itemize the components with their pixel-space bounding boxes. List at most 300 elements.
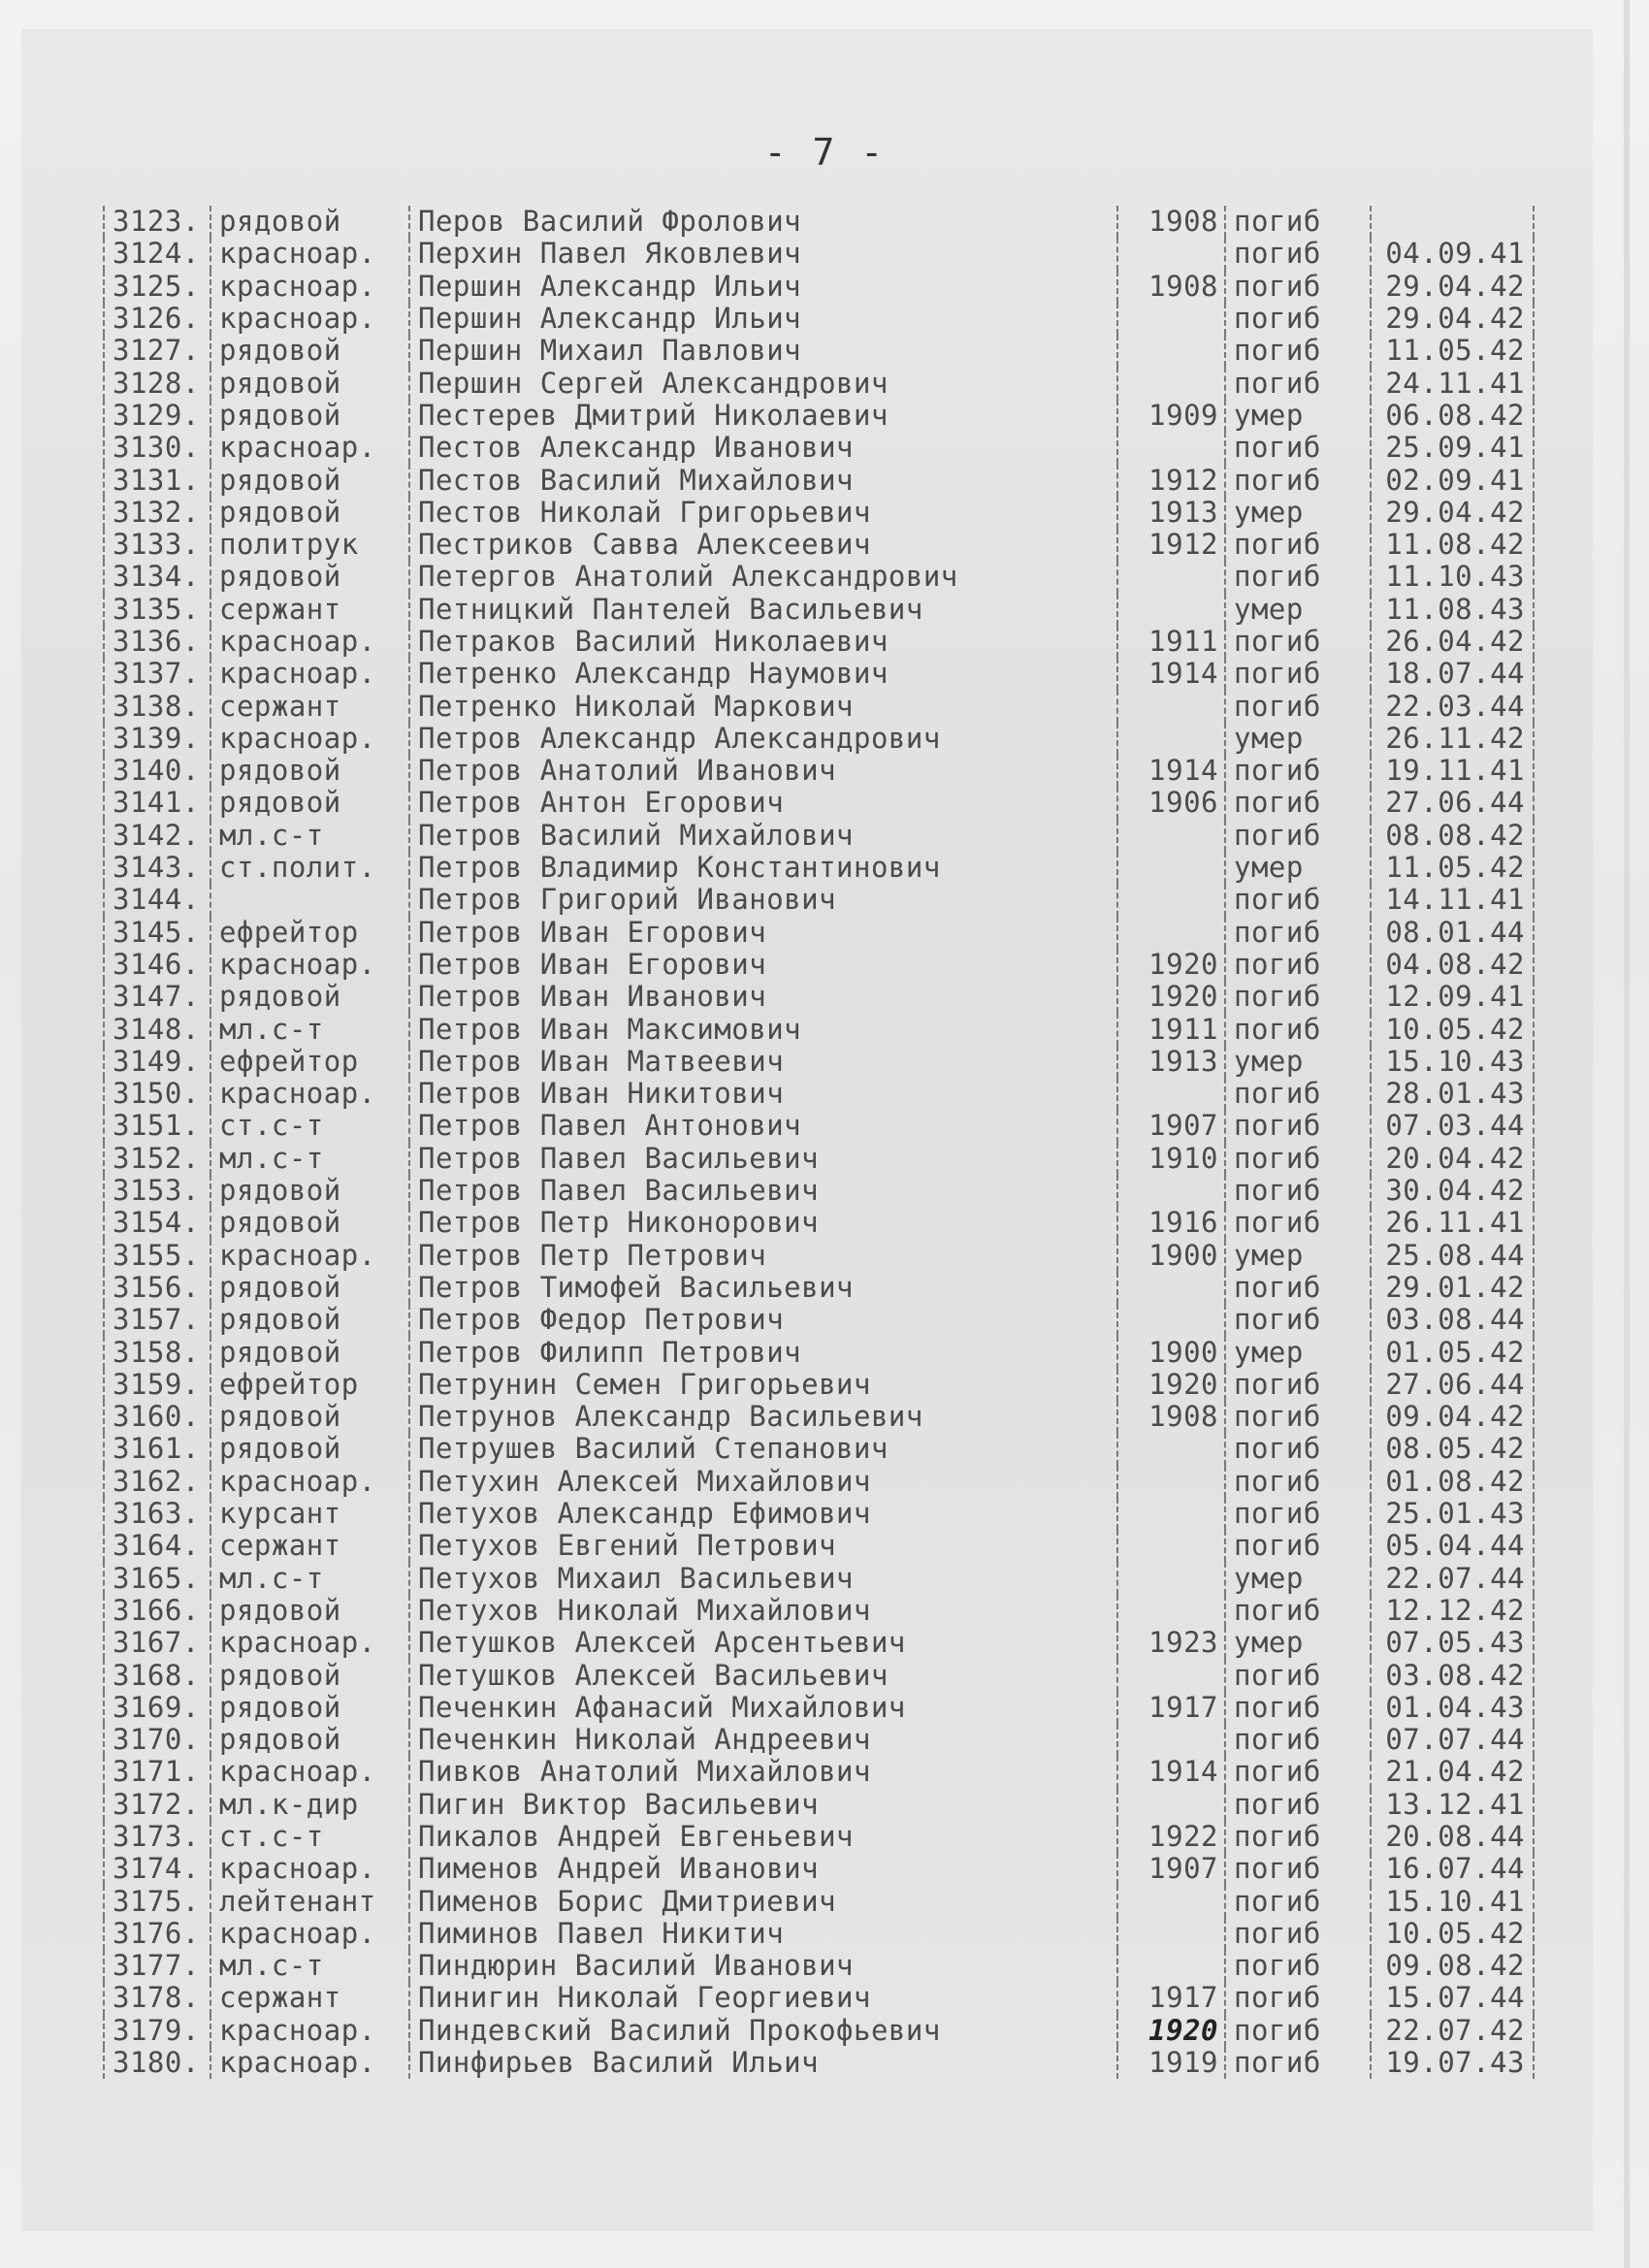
birth-year: 1919 bbox=[1117, 2047, 1225, 2079]
full-name: Петрунин Семен Григорьевич bbox=[409, 1369, 1117, 1401]
fate-status: погиб bbox=[1225, 1789, 1371, 1821]
record-number: 3166. bbox=[104, 1595, 210, 1627]
record-number: 3155. bbox=[104, 1240, 210, 1272]
death-date: 11.10.43 bbox=[1371, 561, 1534, 593]
birth-year: 1913 bbox=[1117, 1046, 1225, 1078]
military-rank: рядовой bbox=[210, 335, 409, 367]
full-name: Петухов Евгений Петрович bbox=[409, 1530, 1117, 1562]
death-date: 27.06.44 bbox=[1371, 787, 1534, 819]
birth-year bbox=[1117, 1175, 1225, 1207]
full-name: Пивков Анатолий Михайлович bbox=[409, 1756, 1117, 1788]
record-number: 3159. bbox=[104, 1369, 210, 1401]
birth-year bbox=[1117, 723, 1225, 755]
death-date: 14.11.41 bbox=[1371, 884, 1534, 916]
death-date: 24.11.41 bbox=[1371, 367, 1534, 399]
record-number: 3129. bbox=[104, 400, 210, 432]
record-number: 3124. bbox=[104, 238, 210, 270]
full-name: Петров Антон Егорович bbox=[409, 787, 1117, 819]
full-name: Печенкин Николай Андреевич bbox=[409, 1724, 1117, 1756]
full-name: Петров Филипп Петрович bbox=[409, 1336, 1117, 1368]
full-name: Пестов Василий Михайлович bbox=[409, 464, 1117, 496]
page-number: - 7 - bbox=[763, 131, 886, 174]
death-date: 07.03.44 bbox=[1371, 1110, 1534, 1142]
fate-status: погиб bbox=[1225, 1821, 1371, 1853]
military-rank: рядовой bbox=[210, 1433, 409, 1465]
military-rank: рядовой bbox=[210, 497, 409, 529]
record-number: 3174. bbox=[104, 1853, 210, 1885]
record-number: 3139. bbox=[104, 723, 210, 755]
full-name: Петров Павел Васильевич bbox=[409, 1175, 1117, 1207]
fate-status: погиб bbox=[1225, 464, 1371, 496]
death-date: 16.07.44 bbox=[1371, 1853, 1534, 1885]
birth-year bbox=[1117, 690, 1225, 722]
table-row bbox=[104, 1175, 1534, 1207]
record-number: 3167. bbox=[104, 1627, 210, 1659]
military-rank: рядовой bbox=[210, 367, 409, 399]
table-row bbox=[104, 1950, 1534, 1982]
fate-status: погиб bbox=[1225, 1692, 1371, 1724]
birth-year: 1914 bbox=[1117, 755, 1225, 787]
full-name: Перхин Павел Яковлевич bbox=[409, 238, 1117, 270]
birth-year bbox=[1117, 561, 1225, 593]
military-rank: рядовой bbox=[210, 755, 409, 787]
military-rank: мл.к-дир bbox=[210, 1789, 409, 1821]
full-name: Петров Григорий Иванович bbox=[409, 884, 1117, 916]
military-rank: красноар. bbox=[210, 723, 409, 755]
death-date: 04.08.42 bbox=[1371, 949, 1534, 981]
record-number: 3178. bbox=[104, 1982, 210, 2014]
birth-year bbox=[1117, 1659, 1225, 1691]
military-rank: рядовой bbox=[210, 464, 409, 496]
fate-status: погиб bbox=[1225, 1466, 1371, 1498]
death-date: 02.09.41 bbox=[1371, 464, 1534, 496]
table-row bbox=[104, 1530, 1534, 1562]
death-date: 09.04.42 bbox=[1371, 1401, 1534, 1433]
death-date: 08.01.44 bbox=[1371, 917, 1534, 949]
death-date: 22.07.44 bbox=[1371, 1562, 1534, 1594]
full-name: Пинигин Николай Георгиевич bbox=[409, 1982, 1117, 2014]
fate-status: погиб bbox=[1225, 1853, 1371, 1885]
full-name: Петров Василий Михайлович bbox=[409, 820, 1117, 852]
fate-status: погиб bbox=[1225, 432, 1371, 464]
military-rank: рядовой bbox=[210, 1401, 409, 1433]
fate-status: погиб bbox=[1225, 335, 1371, 367]
military-rank: красноар. bbox=[210, 2047, 409, 2079]
fate-status: умер bbox=[1225, 1240, 1371, 1272]
table-row bbox=[104, 690, 1534, 722]
full-name: Пестриков Савва Алексеевич bbox=[409, 529, 1117, 561]
birth-year bbox=[1117, 1272, 1225, 1304]
death-date: 06.08.42 bbox=[1371, 400, 1534, 432]
table-row bbox=[104, 1692, 1534, 1724]
military-rank: рядовой bbox=[210, 561, 409, 593]
military-rank: мл.с-т bbox=[210, 1562, 409, 1594]
birth-year bbox=[1117, 1918, 1225, 1950]
table-row bbox=[104, 787, 1534, 819]
fate-status: погиб bbox=[1225, 2047, 1371, 2079]
birth-year bbox=[1117, 884, 1225, 916]
table-row bbox=[104, 1143, 1534, 1175]
table-row bbox=[104, 432, 1534, 464]
death-date: 12.12.42 bbox=[1371, 1595, 1534, 1627]
fate-status: погиб bbox=[1225, 1078, 1371, 1110]
death-date: 07.07.44 bbox=[1371, 1724, 1534, 1756]
fate-status: погиб bbox=[1225, 1659, 1371, 1691]
military-rank: рядовой bbox=[210, 206, 409, 238]
birth-year: 1920 bbox=[1117, 981, 1225, 1013]
record-number: 3150. bbox=[104, 1078, 210, 1110]
birth-year: 1910 bbox=[1117, 1143, 1225, 1175]
military-rank: рядовой bbox=[210, 1659, 409, 1691]
record-number: 3169. bbox=[104, 1692, 210, 1724]
birth-year: 1900 bbox=[1117, 1336, 1225, 1368]
table-row bbox=[104, 1659, 1534, 1691]
military-rank: красноар. bbox=[210, 1078, 409, 1110]
military-rank: курсант bbox=[210, 1498, 409, 1530]
military-rank: рядовой bbox=[210, 981, 409, 1013]
full-name: Пиминов Павел Никитич bbox=[409, 1918, 1117, 1950]
military-rank: политрук bbox=[210, 529, 409, 561]
record-number: 3133. bbox=[104, 529, 210, 561]
record-number: 3156. bbox=[104, 1272, 210, 1304]
record-number: 3130. bbox=[104, 432, 210, 464]
military-rank: сержант bbox=[210, 1982, 409, 2014]
birth-year bbox=[1117, 1498, 1225, 1530]
record-number: 3162. bbox=[104, 1466, 210, 1498]
death-date: 01.08.42 bbox=[1371, 1466, 1534, 1498]
birth-year: 1920 bbox=[1117, 949, 1225, 981]
birth-year: 1911 bbox=[1117, 626, 1225, 658]
military-rank: рядовой bbox=[210, 1692, 409, 1724]
military-rank: красноар. bbox=[210, 303, 409, 335]
full-name: Петницкий Пантелей Васильевич bbox=[409, 594, 1117, 626]
death-date: 15.10.41 bbox=[1371, 1885, 1534, 1917]
table-row bbox=[104, 400, 1534, 432]
death-date: 01.04.43 bbox=[1371, 1692, 1534, 1724]
full-name: Петушков Алексей Васильевич bbox=[409, 1659, 1117, 1691]
table-row bbox=[104, 626, 1534, 658]
table-row bbox=[104, 303, 1534, 335]
military-rank: красноар. bbox=[210, 626, 409, 658]
record-number: 3177. bbox=[104, 1950, 210, 1982]
full-name: Петров Павел Антонович bbox=[409, 1110, 1117, 1142]
birth-year bbox=[1117, 1885, 1225, 1917]
birth-year: 1914 bbox=[1117, 658, 1225, 690]
military-rank: рядовой bbox=[210, 1272, 409, 1304]
fate-status: погиб bbox=[1225, 1401, 1371, 1433]
record-number: 3165. bbox=[104, 1562, 210, 1594]
military-rank: рядовой bbox=[210, 1595, 409, 1627]
birth-year: 1920 bbox=[1117, 1369, 1225, 1401]
military-rank: рядовой bbox=[210, 1175, 409, 1207]
military-rank: ефрейтор bbox=[210, 917, 409, 949]
birth-year bbox=[1117, 820, 1225, 852]
military-rank: красноар. bbox=[210, 1466, 409, 1498]
military-rank: сержант bbox=[210, 594, 409, 626]
table-row bbox=[104, 1466, 1534, 1498]
full-name: Петрушев Василий Степанович bbox=[409, 1433, 1117, 1465]
full-name: Петров Павел Васильевич bbox=[409, 1143, 1117, 1175]
record-number: 3131. bbox=[104, 464, 210, 496]
death-date: 26.04.42 bbox=[1371, 626, 1534, 658]
full-name: Петров Иван Егорович bbox=[409, 949, 1117, 981]
table-row bbox=[104, 1304, 1534, 1336]
full-name: Петров Иван Никитович bbox=[409, 1078, 1117, 1110]
table-row bbox=[104, 723, 1534, 755]
birth-year bbox=[1117, 1789, 1225, 1821]
table-row bbox=[104, 1562, 1534, 1594]
full-name: Пиндюрин Василий Иванович bbox=[409, 1950, 1117, 1982]
death-date: 08.08.42 bbox=[1371, 820, 1534, 852]
full-name: Петров Александр Александрович bbox=[409, 723, 1117, 755]
full-name: Першин Александр Ильич bbox=[409, 271, 1117, 303]
record-number: 3137. bbox=[104, 658, 210, 690]
military-rank: лейтенант bbox=[210, 1885, 409, 1917]
military-rank: красноар. bbox=[210, 1240, 409, 1272]
full-name: Першин Сергей Александрович bbox=[409, 367, 1117, 399]
full-name: Петренко Николай Маркович bbox=[409, 690, 1117, 722]
birth-year: 1907 bbox=[1117, 1110, 1225, 1142]
casualty-register-table bbox=[103, 206, 1535, 2079]
table-row bbox=[104, 1627, 1534, 1659]
full-name: Петров Анатолий Иванович bbox=[409, 755, 1117, 787]
fate-status: погиб bbox=[1225, 1724, 1371, 1756]
death-date: 29.04.42 bbox=[1371, 271, 1534, 303]
military-rank: красноар. bbox=[210, 658, 409, 690]
record-number: 3140. bbox=[104, 755, 210, 787]
birth-year: 1912 bbox=[1117, 529, 1225, 561]
fate-status: погиб bbox=[1225, 981, 1371, 1013]
military-rank: красноар. bbox=[210, 1853, 409, 1885]
record-number: 3148. bbox=[104, 1013, 210, 1045]
fate-status: умер bbox=[1225, 723, 1371, 755]
fate-status: погиб bbox=[1225, 1143, 1371, 1175]
fate-status: умер bbox=[1225, 852, 1371, 884]
military-rank: сержант bbox=[210, 1530, 409, 1562]
full-name: Петров Иван Иванович bbox=[409, 981, 1117, 1013]
record-number: 3153. bbox=[104, 1175, 210, 1207]
fate-status: умер bbox=[1225, 1562, 1371, 1594]
table-row bbox=[104, 367, 1534, 399]
death-date: 05.04.44 bbox=[1371, 1530, 1534, 1562]
table-row bbox=[104, 1272, 1534, 1304]
record-number: 3147. bbox=[104, 981, 210, 1013]
record-number: 3135. bbox=[104, 594, 210, 626]
full-name: Пигин Виктор Васильевич bbox=[409, 1789, 1117, 1821]
register-rows bbox=[104, 206, 1534, 2079]
birth-year: 1900 bbox=[1117, 1240, 1225, 1272]
birth-year bbox=[1117, 594, 1225, 626]
birth-year bbox=[1117, 238, 1225, 270]
death-date: 11.08.42 bbox=[1371, 529, 1534, 561]
birth-year: 1912 bbox=[1117, 464, 1225, 496]
fate-status: погиб bbox=[1225, 820, 1371, 852]
death-date: 11.05.42 bbox=[1371, 852, 1534, 884]
fate-status: погиб bbox=[1225, 1110, 1371, 1142]
birth-year: 1908 bbox=[1117, 1401, 1225, 1433]
military-rank: рядовой bbox=[210, 1207, 409, 1239]
death-date: 29.01.42 bbox=[1371, 1272, 1534, 1304]
death-date: 20.04.42 bbox=[1371, 1143, 1534, 1175]
death-date: 25.01.43 bbox=[1371, 1498, 1534, 1530]
death-date: 01.05.42 bbox=[1371, 1336, 1534, 1368]
fate-status: умер bbox=[1225, 1627, 1371, 1659]
birth-year: 1906 bbox=[1117, 787, 1225, 819]
birth-year bbox=[1117, 917, 1225, 949]
record-number: 3138. bbox=[104, 690, 210, 722]
table-row bbox=[104, 949, 1534, 981]
record-number: 3149. bbox=[104, 1046, 210, 1078]
table-row bbox=[104, 1369, 1534, 1401]
scan-edge bbox=[1624, 0, 1630, 2268]
military-rank: мл.с-т bbox=[210, 1950, 409, 1982]
death-date: 11.05.42 bbox=[1371, 335, 1534, 367]
table-row bbox=[104, 981, 1534, 1013]
military-rank: ст.с-т bbox=[210, 1110, 409, 1142]
military-rank: красноар. bbox=[210, 2015, 409, 2047]
death-date: 04.09.41 bbox=[1371, 238, 1534, 270]
military-rank: красноар. bbox=[210, 271, 409, 303]
full-name: Петухин Алексей Михайлович bbox=[409, 1466, 1117, 1498]
birth-year bbox=[1117, 1595, 1225, 1627]
death-date: 19.11.41 bbox=[1371, 755, 1534, 787]
fate-status: погиб bbox=[1225, 1433, 1371, 1465]
full-name: Петренко Александр Наумович bbox=[409, 658, 1117, 690]
table-row bbox=[104, 658, 1534, 690]
fate-status: погиб bbox=[1225, 690, 1371, 722]
record-number: 3132. bbox=[104, 497, 210, 529]
military-rank: сержант bbox=[210, 690, 409, 722]
record-number: 3176. bbox=[104, 1918, 210, 1950]
fate-status: погиб bbox=[1225, 271, 1371, 303]
death-date: 22.07.42 bbox=[1371, 2015, 1534, 2047]
military-rank: рядовой bbox=[210, 1336, 409, 1368]
military-rank: ст.полит. bbox=[210, 852, 409, 884]
military-rank: рядовой bbox=[210, 1304, 409, 1336]
record-number: 3173. bbox=[104, 1821, 210, 1853]
fate-status: погиб bbox=[1225, 1207, 1371, 1239]
full-name: Петухов Николай Михайлович bbox=[409, 1595, 1117, 1627]
death-date: 30.04.42 bbox=[1371, 1175, 1534, 1207]
birth-year: 1908 bbox=[1117, 206, 1225, 238]
military-rank: красноар. bbox=[210, 1918, 409, 1950]
military-rank: красноар. bbox=[210, 238, 409, 270]
birth-year: 1914 bbox=[1117, 1756, 1225, 1788]
record-number: 3126. bbox=[104, 303, 210, 335]
fate-status: погиб bbox=[1225, 1756, 1371, 1788]
fate-status: погиб bbox=[1225, 1013, 1371, 1045]
fate-status: погиб bbox=[1225, 755, 1371, 787]
fate-status: умер bbox=[1225, 594, 1371, 626]
table-row bbox=[104, 1336, 1534, 1368]
fate-status: погиб bbox=[1225, 1595, 1371, 1627]
table-row bbox=[104, 1110, 1534, 1142]
fate-status: погиб bbox=[1225, 1369, 1371, 1401]
table-row bbox=[104, 238, 1534, 270]
death-date: 11.08.43 bbox=[1371, 594, 1534, 626]
record-number: 3170. bbox=[104, 1724, 210, 1756]
record-number: 3168. bbox=[104, 1659, 210, 1691]
birth-year bbox=[1117, 1724, 1225, 1756]
death-date: 08.05.42 bbox=[1371, 1433, 1534, 1465]
full-name: Петрунов Александр Васильевич bbox=[409, 1401, 1117, 1433]
birth-year bbox=[1117, 1304, 1225, 1336]
birth-year: 1909 bbox=[1117, 400, 1225, 432]
birth-year: 1922 bbox=[1117, 1821, 1225, 1853]
military-rank: ефрейтор bbox=[210, 1369, 409, 1401]
birth-year bbox=[1117, 1562, 1225, 1594]
death-date: 28.01.43 bbox=[1371, 1078, 1534, 1110]
fate-status: погиб bbox=[1225, 206, 1371, 238]
death-date: 22.03.44 bbox=[1371, 690, 1534, 722]
full-name: Петров Иван Максимович bbox=[409, 1013, 1117, 1045]
death-date: 19.07.43 bbox=[1371, 2047, 1534, 2079]
full-name: Першин Александр Ильич bbox=[409, 303, 1117, 335]
full-name: Петров Владимир Константинович bbox=[409, 852, 1117, 884]
record-number: 3163. bbox=[104, 1498, 210, 1530]
record-number: 3127. bbox=[104, 335, 210, 367]
table-row bbox=[104, 1885, 1534, 1917]
fate-status: погиб bbox=[1225, 1982, 1371, 2014]
full-name: Печенкин Афанасий Михайлович bbox=[409, 1692, 1117, 1724]
full-name: Петров Иван Матвеевич bbox=[409, 1046, 1117, 1078]
military-rank: красноар. bbox=[210, 432, 409, 464]
military-rank bbox=[210, 884, 409, 916]
death-date: 29.04.42 bbox=[1371, 497, 1534, 529]
full-name: Пименов Андрей Иванович bbox=[409, 1853, 1117, 1885]
table-row bbox=[104, 1595, 1534, 1627]
full-name: Петергов Анатолий Александрович bbox=[409, 561, 1117, 593]
full-name: Петухов Михаил Васильевич bbox=[409, 1562, 1117, 1594]
birth-year bbox=[1117, 852, 1225, 884]
table-row bbox=[104, 594, 1534, 626]
record-number: 3172. bbox=[104, 1789, 210, 1821]
record-number: 3160. bbox=[104, 1401, 210, 1433]
fate-status: погиб bbox=[1225, 529, 1371, 561]
record-number: 3144. bbox=[104, 884, 210, 916]
record-number: 3164. bbox=[104, 1530, 210, 1562]
military-rank: рядовой bbox=[210, 787, 409, 819]
fate-status: погиб bbox=[1225, 787, 1371, 819]
death-date: 26.11.41 bbox=[1371, 1207, 1534, 1239]
record-number: 3146. bbox=[104, 949, 210, 981]
table-row bbox=[104, 1401, 1534, 1433]
full-name: Петушков Алексей Арсентьевич bbox=[409, 1627, 1117, 1659]
full-name: Петров Тимофей Васильевич bbox=[409, 1272, 1117, 1304]
full-name: Петухов Александр Ефимович bbox=[409, 1498, 1117, 1530]
military-rank: красноар. bbox=[210, 1756, 409, 1788]
death-date bbox=[1371, 206, 1534, 238]
death-date: 29.04.42 bbox=[1371, 303, 1534, 335]
birth-year: 1907 bbox=[1117, 1853, 1225, 1885]
full-name: Перов Василий Фролович bbox=[409, 206, 1117, 238]
table-row bbox=[104, 1789, 1534, 1821]
record-number: 3152. bbox=[104, 1143, 210, 1175]
death-date: 12.09.41 bbox=[1371, 981, 1534, 1013]
birth-year: 1916 bbox=[1117, 1207, 1225, 1239]
table-row bbox=[104, 1498, 1534, 1530]
death-date: 03.08.44 bbox=[1371, 1304, 1534, 1336]
table-row bbox=[104, 1207, 1534, 1239]
death-date: 27.06.44 bbox=[1371, 1369, 1534, 1401]
birth-year bbox=[1117, 303, 1225, 335]
birth-year bbox=[1117, 367, 1225, 399]
death-date: 09.08.42 bbox=[1371, 1950, 1534, 1982]
record-number: 3179. bbox=[104, 2015, 210, 2047]
table-row bbox=[104, 206, 1534, 238]
birth-year bbox=[1117, 1433, 1225, 1465]
full-name: Пестов Николай Григорьевич bbox=[409, 497, 1117, 529]
